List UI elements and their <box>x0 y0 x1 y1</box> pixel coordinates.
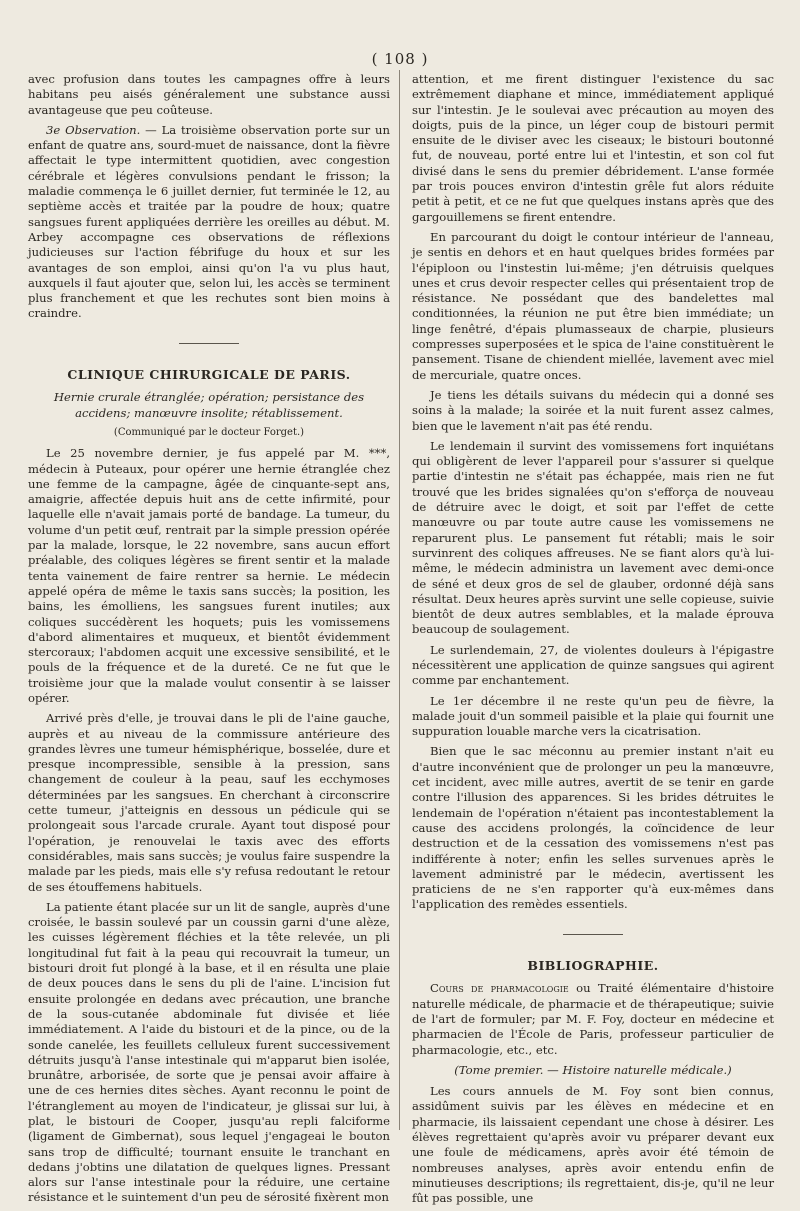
left-column <box>28 72 390 1211</box>
observation-text: — La troisième observation porte sur un enfant de quatre ans, sourd-muet de naissance, dont la fièvre affectait le type intermittent quotidien, avec congestion cérébrale et légères convulsions pendant le frisson; la maladie commença le 6 juillet dernier, fut terminée le 12, au septième accès et traitée par la poudre de houx; quatre sangsues furent appliquées derrière les oreilles au début. M. Arbey accompagne ces observations de réflexions judicieuses sur l'action fébrifuge du houx et sur les avantages de son emploi, ainsi qu'on l'a vu plus haut, auxquels il faut ajouter que, selon lui, les accès se terminent plus franchement et que les rechutes sont bien moins à craindre. <box>28 122 390 321</box>
bibliography-entry <box>412 981 774 1057</box>
credit-line: (Communiqué par le docteur Forget.) <box>113 426 305 438</box>
right-column <box>412 72 774 1211</box>
paragraph: La patiente étant placée sur un lit de sangle, auprès d'une croisée, le bassin soulevé par un coussin garni d'une alèze, les cuisses légèrement fléchies et la tête relevée, un pli longitudinal fut fait à la peau qui recouvrait la tumeur, un bistouri droit fut plongé à la base, et il en résulta une plaie de deux pouces dans le sens du pli de l'aine. L'incision fut ensuite prolongée en dedans avec précaution, une branche de la sous-cutanée abdominale fut divisée et liée immédiatement. A l'aide du bistouri et de la pince, ou de la sonde canelée, les feuillets celluleux furent successivement détruits jusqu'à l'anse intestinale qui m'apparut bien isolée, brunâtre, arborisée, de sorte que je pensai avoir affaire à une de ces hernies dites sèches. Ayant reconnu le point de l'étranglement au moyen de l'indicateur, je glissai sur lui, à plat, le bistouri de Cooper, jusqu'au repli falciforme (ligament de Gimbernat), sous lequel j'engageai le bouton sans trop de difficulté; tournant ensuite le tranchant en dedans j'obtins une dilatation de quelques lignes. Pressant alors sur l'anse intestinale pour la réduire, une certaine résistance et le suintement d'un peu de sérosité fixèrent mon <box>28 899 390 1205</box>
observation-label: 3e Observation. <box>46 122 141 137</box>
paragraph: Le lendemain il survint des vomissemens fort inquiétans qui obligèrent de lever l'appareil pour s'assurer si quelque partie d'intestin ne s'était pas échappée, mais rien ne fut trouvé que les brides signalées qu'on s'efforça de nouveau de détruire avec le doigt, et soit par l'effet de cette manœuvre ou par toute autre cause les vomissemens ne reparurent plus. Le pansement fut rétabli; mais le soir survinrent des coliques affreuses. Ne se fiant alors qu'à lui-même, le médecin administra un lavement avec demi-once de séné et deux gros de sel de glauber, ordonné déjà sans résultat. Deux heures après survint une selle copieuse, suivie bientôt de deux autres semblables, et la malade éprouva beaucoup de soulagement. <box>412 438 774 637</box>
section-title-bibliographie: BIBLIOGRAPHIE. <box>527 958 659 974</box>
section-divider <box>28 336 390 351</box>
case-title: Hernie crurale étranglée; opération; persistance des accidens; manœuvre insolite; rétablissement. <box>53 390 365 420</box>
section-title-clinique: CLINIQUE CHIRURGICALE DE PARIS. <box>67 367 351 383</box>
section-divider <box>412 927 774 942</box>
paragraph: Le 25 novembre dernier, je fus appelé par M. ***, médecin à Puteaux, pour opérer une hernie étranglée chez une femme de la campagne, âgée de cinquante-sept ans, amaigrie, affectée depuis huit ans de cette infirmité, pour laquelle elle n'avait jamais porté de bandage. La tumeur, du volume d'un petit œuf, rentrait par la simple pression opérée par la malade, lorsque, le 22 novembre, sans aucun effort préalable, des coliques légères se firent sentir et la malade tenta vainement de faire rentrer sa hernie. Le médecin appelé opéra de même le taxis sans succès; la position, les bains, les émolliens, les sangsues furent inutiles; aux coliques succédèrent les hoquets; puis les vomissemens d'abord alimentaires et muqueux, et bientôt évidemment stercoraux; l'abdomen acquit une excessive sensibilité, et le pouls de la fréquence et de la dureté. Ce ne fut que le troisième jour que la malade voulut consentir à se laisser opérer. <box>28 446 390 705</box>
page-number: ( 108 ) <box>371 50 429 68</box>
tome-note: (Tome premier. — Histoire naturelle médicale.) <box>454 1062 732 1077</box>
column-divider <box>399 70 400 1130</box>
paragraph: Arrivé près d'elle, je trouvai dans le pli de l'aine gauche, auprès et au niveau de la commissure antérieure des grandes lèvres une tumeur hémisphérique, bosselée, dure et presque incompressible, sensible à la pression, sans changement de couleur à la peau, sauf les ecchymoses déterminées par les sangsues. En cherchant à circonscrire cette tumeur, j'atteignis en dessous un pédicule qui se prolongeait sous l'arcade crurale. Ayant tout disposé pour l'opération, je renouvelai le taxis avec des efforts considérables, mais sans succès; je voulus faire suspendre la malade par les pieds, mais elle s'y refusa redoutant le retour de ses étouffemens habituels. <box>28 711 390 894</box>
paragraph: Bien que le sac méconnu au premier instant n'ait eu d'autre inconvénient que de prolonger un peu la manœuvre, cet incident, avec mille autres, avertit de se tenir en garde contre l'illusion des apparences. Si les brides détruites le lendemain de l'opération n'étaient pas incontestablement la cause des accidens prolongés, la coïncidence de leur destruction et de la cessation des vomissemens n'est pas indifférente à noter; enfin les selles survenues après le lavement administré par le médecin, avertissent les praticiens de ne s'en rapporter qu'à eux-mêmes dans l'application des remèdes essentiels. <box>412 744 774 912</box>
paragraph: avec profusion dans toutes les campagnes offre à leurs habitans peu aisés généralement une substance aussi avantageuse que peu coûteuse. <box>28 72 390 117</box>
paragraph: Je tiens les détails suivans du médecin qui a donné ses soins à la malade; la soirée et la nuit furent assez calmes, bien que le lavement n'ait pas été rendu. <box>412 387 774 433</box>
observation-paragraph <box>28 123 390 322</box>
bibliography-text: ou Traité élémentaire d'histoire naturelle médicale, de pharmacie et de thérapeutique; suivie de l'art de formuler; par M. F. Foy, docteur en médecine et pharmacien de l'École de Paris, professeur particulier de pharmacologie, etc., etc. <box>412 981 775 1057</box>
bibliography-title: Cours de pharmacologie <box>430 981 569 996</box>
paragraph: attention, et me firent distinguer l'existence du sac extrêmement diaphane et mince, immédiatement appliqué sur l'intestin. Je le soulevai avec précaution au moyen des doigts, puis de la pince, un léger coup de bistouri permit ensuite de le diviser avec les ciseaux; le bistouri boutonné fut, de nouveau, porté entre lui et l'intestin, et son col fut divisé dans le sens du premier débridement. L'anse formée par trois pouces environ d'intestin grêle fut alors réduite petit à petit, et ce ne fut que quelques instans après que des gargouillemens se firent entendre. <box>412 72 774 224</box>
paragraph: Le 1er décembre il ne reste qu'un peu de fièvre, la malade jouit d'un sommeil paisible et la plaie qui fournit une suppuration louable marche vers la cicatrisation. <box>412 693 774 739</box>
paragraph: Les cours annuels de M. Foy sont bien connus, assidûment suivis par les élèves en médecine et en pharmacie, ils laissaient cependant une chose à désirer. Les élèves regrettaient qu'après avoir vu préparer devant eux une foule de médicamens, après avoir été témoin de nombreuses analyses, après avoir entendu enfin de minutieuses descriptions; ils regrettaient, dis-je, qu'il ne leur fût pas possible, une <box>412 1084 774 1206</box>
paragraph: Le surlendemain, 27, de violentes douleurs à l'épigastre nécessitèrent une application de quinze sangsues qui agirent comme par enchantement. <box>412 642 774 688</box>
paragraph: En parcourant du doigt le contour intérieur de l'anneau, je sentis en dehors et en haut quelques brides formées par l'épiploon ou l'instestin lui-même; j'en détruisis quelques unes et crus devoir respecter celles qui présentaient trop de résistance. Ne possédant que des bandelettes mal conditionnées, la réunion ne put être bien immédiate; un linge fenêtré, d'épais plumasseaux de charpie, plusieurs compresses superposées et le spica de l'aine constituèrent le pansement. Tisane de chiendent miellée, lavement avec miel de mercuriale, quatre onces. <box>412 229 774 382</box>
